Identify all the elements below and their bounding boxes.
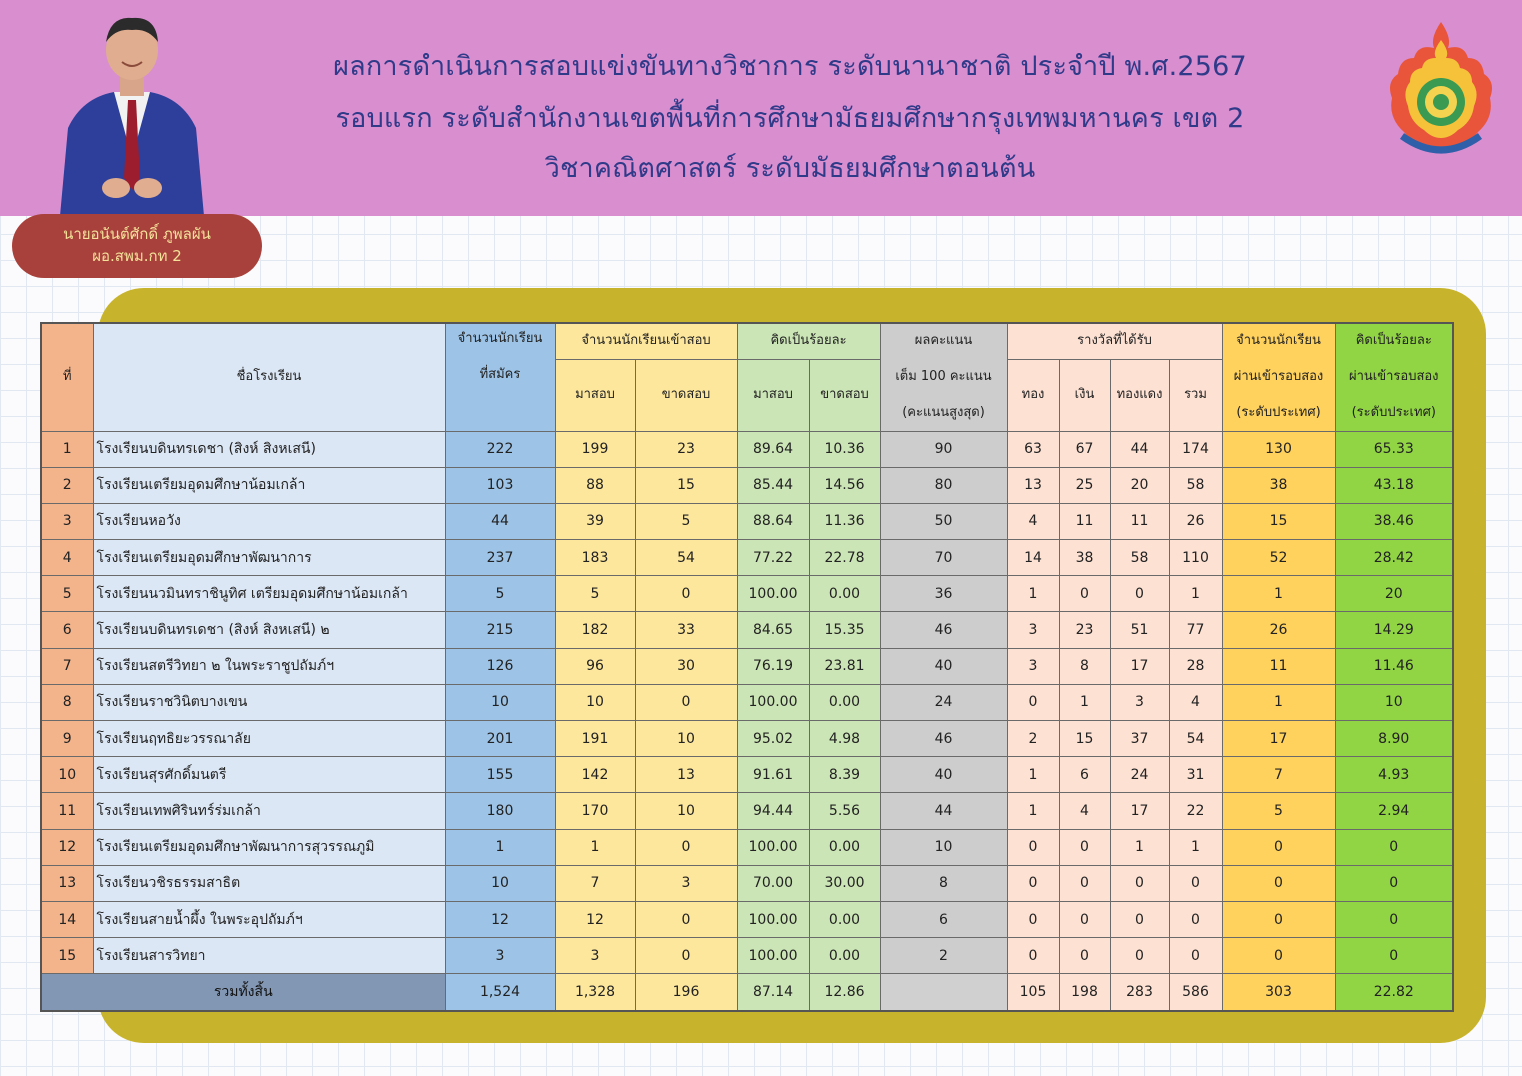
cell-no: 6 <box>41 612 93 648</box>
cell-silver: 6 <box>1059 757 1110 793</box>
header-award-total: รวม <box>1169 359 1222 431</box>
header-absent: ขาดสอบ <box>635 359 737 431</box>
totals-label: รวมทั้งสิ้น <box>41 974 445 1011</box>
cell-pct-absent: 0.00 <box>809 576 880 612</box>
header-pass-percent: คิดเป็นร้อยละ ผ่านเข้ารอบสอง (ระดับประเทศ) <box>1335 323 1453 431</box>
cell-bronze: 0 <box>1110 901 1169 937</box>
totals-pass: 303 <box>1222 974 1335 1011</box>
cell-gold: 3 <box>1007 612 1059 648</box>
cell-school: โรงเรียนสายน้ำผึ้ง ในพระอุปถัมภ์ฯ <box>93 901 445 937</box>
cell-pct-absent: 23.81 <box>809 648 880 684</box>
cell-score: 46 <box>880 721 1007 757</box>
cell-pct-absent: 0.00 <box>809 684 880 720</box>
header-pct-present: มาสอบ <box>737 359 809 431</box>
cell-pass-percent: 4.93 <box>1335 757 1453 793</box>
cell-pct-absent: 0.00 <box>809 901 880 937</box>
cell-pass-percent: 2.94 <box>1335 793 1453 829</box>
cell-registered: 215 <box>445 612 555 648</box>
cell-pass-percent: 0 <box>1335 901 1453 937</box>
cell-no: 8 <box>41 684 93 720</box>
cell-registered: 10 <box>445 865 555 901</box>
cell-present: 5 <box>555 576 635 612</box>
director-name: นายอนันต์ศักดิ์ ภูพลผัน <box>63 225 211 243</box>
cell-school: โรงเรียนหอวัง <box>93 503 445 539</box>
cell-present: 96 <box>555 648 635 684</box>
cell-registered: 3 <box>445 938 555 974</box>
cell-no: 11 <box>41 793 93 829</box>
table-row <box>41 576 1453 612</box>
cell-gold: 1 <box>1007 576 1059 612</box>
header-banner <box>0 0 1522 216</box>
cell-pass-percent: 0 <box>1335 829 1453 865</box>
cell-school: โรงเรียนบดินทรเดชา (สิงห์ สิงหเสนี) ๒ <box>93 612 445 648</box>
cell-pct-present: 70.00 <box>737 865 809 901</box>
cell-gold: 1 <box>1007 757 1059 793</box>
cell-pass-percent: 10 <box>1335 684 1453 720</box>
cell-absent: 10 <box>635 721 737 757</box>
cell-pct-absent: 0.00 <box>809 829 880 865</box>
cell-present: 191 <box>555 721 635 757</box>
table-row <box>41 865 1453 901</box>
table-row <box>41 503 1453 539</box>
cell-pct-present: 77.22 <box>737 540 809 576</box>
cell-no: 2 <box>41 467 93 503</box>
cell-score: 50 <box>880 503 1007 539</box>
cell-score: 6 <box>880 901 1007 937</box>
cell-score: 44 <box>880 793 1007 829</box>
cell-silver: 4 <box>1059 793 1110 829</box>
cell-pct-present: 100.00 <box>737 901 809 937</box>
cell-bronze: 20 <box>1110 467 1169 503</box>
cell-silver: 67 <box>1059 431 1110 467</box>
header-score: ผลคะแนน เต็ม 100 คะแนน (คะแนนสูงสุด) <box>880 323 1007 431</box>
cell-bronze: 0 <box>1110 865 1169 901</box>
totals-row <box>41 974 1453 1011</box>
totals-pass-percent: 22.82 <box>1335 974 1453 1011</box>
cell-award-total: 54 <box>1169 721 1222 757</box>
cell-pass: 7 <box>1222 757 1335 793</box>
cell-registered: 222 <box>445 431 555 467</box>
cell-score: 10 <box>880 829 1007 865</box>
cell-gold: 3 <box>1007 648 1059 684</box>
cell-pct-absent: 22.78 <box>809 540 880 576</box>
cell-registered: 180 <box>445 793 555 829</box>
totals-bronze: 283 <box>1110 974 1169 1011</box>
cell-bronze: 24 <box>1110 757 1169 793</box>
cell-award-total: 110 <box>1169 540 1222 576</box>
cell-gold: 1 <box>1007 793 1059 829</box>
cell-absent: 54 <box>635 540 737 576</box>
cell-score: 2 <box>880 938 1007 974</box>
cell-present: 3 <box>555 938 635 974</box>
cell-award-total: 4 <box>1169 684 1222 720</box>
cell-bronze: 58 <box>1110 540 1169 576</box>
cell-award-total: 28 <box>1169 648 1222 684</box>
cell-pass: 1 <box>1222 684 1335 720</box>
cell-present: 39 <box>555 503 635 539</box>
cell-silver: 11 <box>1059 503 1110 539</box>
table-row <box>41 431 1453 467</box>
cell-pct-present: 88.64 <box>737 503 809 539</box>
totals-gold: 105 <box>1007 974 1059 1011</box>
cell-pass-percent: 65.33 <box>1335 431 1453 467</box>
cell-pct-absent: 4.98 <box>809 721 880 757</box>
cell-school: โรงเรียนเตรียมอุดมศึกษาพัฒนาการ <box>93 540 445 576</box>
cell-no: 14 <box>41 901 93 937</box>
cell-pct-present: 100.00 <box>737 829 809 865</box>
cell-score: 36 <box>880 576 1007 612</box>
title-line-2: รอบแรก ระดับสำนักงานเขตพื้นที่การศึกษามัธยมศึกษากรุงเทพมหานคร เขต 2 <box>335 103 1245 134</box>
cell-present: 12 <box>555 901 635 937</box>
totals-silver: 198 <box>1059 974 1110 1011</box>
table-row <box>41 938 1453 974</box>
header-attendance: จำนวนนักเรียนเข้าสอบ <box>555 323 737 359</box>
cell-no: 9 <box>41 721 93 757</box>
cell-present: 7 <box>555 865 635 901</box>
cell-bronze: 17 <box>1110 648 1169 684</box>
totals-present: 1,328 <box>555 974 635 1011</box>
cell-bronze: 0 <box>1110 576 1169 612</box>
cell-school: โรงเรียนสุรศักดิ์มนตรี <box>93 757 445 793</box>
cell-silver: 1 <box>1059 684 1110 720</box>
cell-pct-absent: 11.36 <box>809 503 880 539</box>
cell-bronze: 11 <box>1110 503 1169 539</box>
title-line-1: ผลการดำเนินการสอบแข่งขันทางวิชาการ ระดับนานาชาติ ประจำปี พ.ศ.2567 <box>333 51 1247 82</box>
cell-pass: 0 <box>1222 901 1335 937</box>
table-row <box>41 467 1453 503</box>
cell-award-total: 31 <box>1169 757 1222 793</box>
cell-pass: 26 <box>1222 612 1335 648</box>
cell-pct-absent: 5.56 <box>809 793 880 829</box>
cell-no: 13 <box>41 865 93 901</box>
cell-registered: 12 <box>445 901 555 937</box>
table-row <box>41 721 1453 757</box>
cell-school: โรงเรียนบดินทรเดชา (สิงห์ สิงหเสนี) <box>93 431 445 467</box>
table-row <box>41 793 1453 829</box>
office-emblem <box>1382 18 1500 168</box>
cell-absent: 15 <box>635 467 737 503</box>
cell-registered: 126 <box>445 648 555 684</box>
header-school: ชื่อโรงเรียน <box>93 323 445 431</box>
cell-silver: 15 <box>1059 721 1110 757</box>
cell-pass: 17 <box>1222 721 1335 757</box>
cell-no: 15 <box>41 938 93 974</box>
cell-gold: 2 <box>1007 721 1059 757</box>
cell-school: โรงเรียนสตรีวิทยา ๒ ในพระราชูปถัมภ์ฯ <box>93 648 445 684</box>
cell-gold: 4 <box>1007 503 1059 539</box>
cell-gold: 13 <box>1007 467 1059 503</box>
cell-present: 1 <box>555 829 635 865</box>
cell-silver: 0 <box>1059 901 1110 937</box>
cell-silver: 0 <box>1059 576 1110 612</box>
cell-score: 80 <box>880 467 1007 503</box>
cell-present: 88 <box>555 467 635 503</box>
cell-absent: 0 <box>635 829 737 865</box>
cell-pass-percent: 0 <box>1335 938 1453 974</box>
cell-registered: 155 <box>445 757 555 793</box>
header-gold: ทอง <box>1007 359 1059 431</box>
cell-registered: 5 <box>445 576 555 612</box>
table-row <box>41 648 1453 684</box>
cell-no: 12 <box>41 829 93 865</box>
header-no: ที่ <box>41 323 93 431</box>
cell-silver: 25 <box>1059 467 1110 503</box>
cell-pass-percent: 0 <box>1335 865 1453 901</box>
cell-silver: 0 <box>1059 865 1110 901</box>
cell-pass: 5 <box>1222 793 1335 829</box>
cell-registered: 1 <box>445 829 555 865</box>
cell-pct-absent: 30.00 <box>809 865 880 901</box>
cell-bronze: 37 <box>1110 721 1169 757</box>
cell-absent: 10 <box>635 793 737 829</box>
header-pass: จำนวนนักเรียน ผ่านเข้ารอบสอง (ระดับประเทศ) <box>1222 323 1335 431</box>
cell-pass-percent: 43.18 <box>1335 467 1453 503</box>
cell-pass-percent: 14.29 <box>1335 612 1453 648</box>
cell-bronze: 3 <box>1110 684 1169 720</box>
cell-pct-present: 100.00 <box>737 576 809 612</box>
totals-award-total: 586 <box>1169 974 1222 1011</box>
cell-gold: 0 <box>1007 901 1059 937</box>
cell-pct-absent: 14.56 <box>809 467 880 503</box>
cell-absent: 33 <box>635 612 737 648</box>
cell-present: 10 <box>555 684 635 720</box>
cell-score: 90 <box>880 431 1007 467</box>
cell-absent: 5 <box>635 503 737 539</box>
cell-gold: 0 <box>1007 829 1059 865</box>
cell-score: 40 <box>880 648 1007 684</box>
cell-gold: 63 <box>1007 431 1059 467</box>
cell-no: 10 <box>41 757 93 793</box>
cell-school: โรงเรียนเตรียมอุดมศึกษาน้อมเกล้า <box>93 467 445 503</box>
cell-score: 70 <box>880 540 1007 576</box>
cell-score: 46 <box>880 612 1007 648</box>
cell-silver: 23 <box>1059 612 1110 648</box>
cell-pass-percent: 11.46 <box>1335 648 1453 684</box>
cell-silver: 38 <box>1059 540 1110 576</box>
title-line-3: วิชาคณิตศาสตร์ ระดับมัธยมศึกษาตอนต้น <box>544 153 1036 184</box>
totals-absent: 196 <box>635 974 737 1011</box>
cell-registered: 237 <box>445 540 555 576</box>
cell-pct-present: 76.19 <box>737 648 809 684</box>
cell-pct-present: 85.44 <box>737 467 809 503</box>
cell-pass: 38 <box>1222 467 1335 503</box>
director-name-badge <box>12 214 262 278</box>
cell-pass-percent: 20 <box>1335 576 1453 612</box>
cell-absent: 0 <box>635 901 737 937</box>
table-row <box>41 684 1453 720</box>
cell-school: โรงเรียนวชิรธรรมสาธิต <box>93 865 445 901</box>
cell-registered: 103 <box>445 467 555 503</box>
cell-pass: 130 <box>1222 431 1335 467</box>
table-row <box>41 829 1453 865</box>
cell-school: โรงเรียนเทพศิรินทร์ร่มเกล้า <box>93 793 445 829</box>
table-row <box>41 901 1453 937</box>
cell-no: 1 <box>41 431 93 467</box>
cell-pass: 0 <box>1222 938 1335 974</box>
cell-absent: 3 <box>635 865 737 901</box>
header-pct-absent: ขาดสอบ <box>809 359 880 431</box>
cell-school: โรงเรียนราชวินิตบางเขน <box>93 684 445 720</box>
cell-pass-percent: 38.46 <box>1335 503 1453 539</box>
cell-pct-present: 91.61 <box>737 757 809 793</box>
cell-present: 182 <box>555 612 635 648</box>
cell-absent: 13 <box>635 757 737 793</box>
totals-score-empty <box>880 974 1007 1011</box>
cell-gold: 0 <box>1007 684 1059 720</box>
cell-absent: 30 <box>635 648 737 684</box>
cell-award-total: 0 <box>1169 901 1222 937</box>
director-position: ผอ.สพม.กท 2 <box>92 247 182 265</box>
cell-registered: 201 <box>445 721 555 757</box>
cell-score: 40 <box>880 757 1007 793</box>
cell-award-total: 1 <box>1169 576 1222 612</box>
cell-absent: 0 <box>635 938 737 974</box>
cell-silver: 8 <box>1059 648 1110 684</box>
cell-no: 3 <box>41 503 93 539</box>
cell-school: โรงเรียนสารวิทยา <box>93 938 445 974</box>
cell-pass: 52 <box>1222 540 1335 576</box>
table-row <box>41 540 1453 576</box>
header-present: มาสอบ <box>555 359 635 431</box>
cell-pass: 11 <box>1222 648 1335 684</box>
cell-score: 8 <box>880 865 1007 901</box>
cell-school: โรงเรียนฤทธิยะวรรณาลัย <box>93 721 445 757</box>
cell-pass: 1 <box>1222 576 1335 612</box>
header-silver: เงิน <box>1059 359 1110 431</box>
cell-no: 4 <box>41 540 93 576</box>
cell-pct-present: 95.02 <box>737 721 809 757</box>
table-row <box>41 757 1453 793</box>
cell-pass: 0 <box>1222 865 1335 901</box>
cell-pass-percent: 8.90 <box>1335 721 1453 757</box>
cell-gold: 0 <box>1007 938 1059 974</box>
cell-no: 5 <box>41 576 93 612</box>
cell-gold: 0 <box>1007 865 1059 901</box>
cell-pass-percent: 28.42 <box>1335 540 1453 576</box>
header-registered: จำนวนนักเรียน ที่สมัคร <box>445 323 555 431</box>
director-portrait <box>52 8 212 216</box>
totals-registered: 1,524 <box>445 974 555 1011</box>
cell-award-total: 77 <box>1169 612 1222 648</box>
cell-present: 170 <box>555 793 635 829</box>
cell-pct-present: 89.64 <box>737 431 809 467</box>
header-awards: รางวัลที่ได้รับ <box>1007 323 1222 359</box>
cell-bronze: 0 <box>1110 938 1169 974</box>
cell-pct-absent: 0.00 <box>809 938 880 974</box>
cell-award-total: 1 <box>1169 829 1222 865</box>
cell-registered: 44 <box>445 503 555 539</box>
cell-no: 7 <box>41 648 93 684</box>
cell-pct-absent: 10.36 <box>809 431 880 467</box>
cell-pct-present: 100.00 <box>737 684 809 720</box>
cell-pct-present: 100.00 <box>737 938 809 974</box>
cell-present: 199 <box>555 431 635 467</box>
cell-award-total: 22 <box>1169 793 1222 829</box>
cell-absent: 0 <box>635 684 737 720</box>
cell-pct-present: 94.44 <box>737 793 809 829</box>
cell-award-total: 26 <box>1169 503 1222 539</box>
table-row <box>41 612 1453 648</box>
cell-absent: 0 <box>635 576 737 612</box>
cell-silver: 0 <box>1059 938 1110 974</box>
cell-pct-present: 84.65 <box>737 612 809 648</box>
cell-present: 142 <box>555 757 635 793</box>
cell-gold: 14 <box>1007 540 1059 576</box>
cell-present: 183 <box>555 540 635 576</box>
cell-absent: 23 <box>635 431 737 467</box>
cell-score: 24 <box>880 684 1007 720</box>
results-table <box>40 322 1454 1012</box>
cell-award-total: 174 <box>1169 431 1222 467</box>
cell-award-total: 0 <box>1169 938 1222 974</box>
totals-pct-present: 87.14 <box>737 974 809 1011</box>
cell-bronze: 51 <box>1110 612 1169 648</box>
totals-pct-absent: 12.86 <box>809 974 880 1011</box>
cell-silver: 0 <box>1059 829 1110 865</box>
cell-registered: 10 <box>445 684 555 720</box>
cell-pct-absent: 8.39 <box>809 757 880 793</box>
cell-school: โรงเรียนเตรียมอุดมศึกษาพัฒนาการสุวรรณภูมิ <box>93 829 445 865</box>
cell-pct-absent: 15.35 <box>809 612 880 648</box>
cell-award-total: 0 <box>1169 865 1222 901</box>
cell-pass: 15 <box>1222 503 1335 539</box>
cell-pass: 0 <box>1222 829 1335 865</box>
cell-bronze: 44 <box>1110 431 1169 467</box>
cell-bronze: 17 <box>1110 793 1169 829</box>
header-percent: คิดเป็นร้อยละ <box>737 323 880 359</box>
cell-school: โรงเรียนนวมินทราชินูทิศ เตรียมอุดมศึกษาน้อมเกล้า <box>93 576 445 612</box>
table-body <box>41 431 1453 974</box>
header-bronze: ทองแดง <box>1110 359 1169 431</box>
cell-award-total: 58 <box>1169 467 1222 503</box>
cell-bronze: 1 <box>1110 829 1169 865</box>
